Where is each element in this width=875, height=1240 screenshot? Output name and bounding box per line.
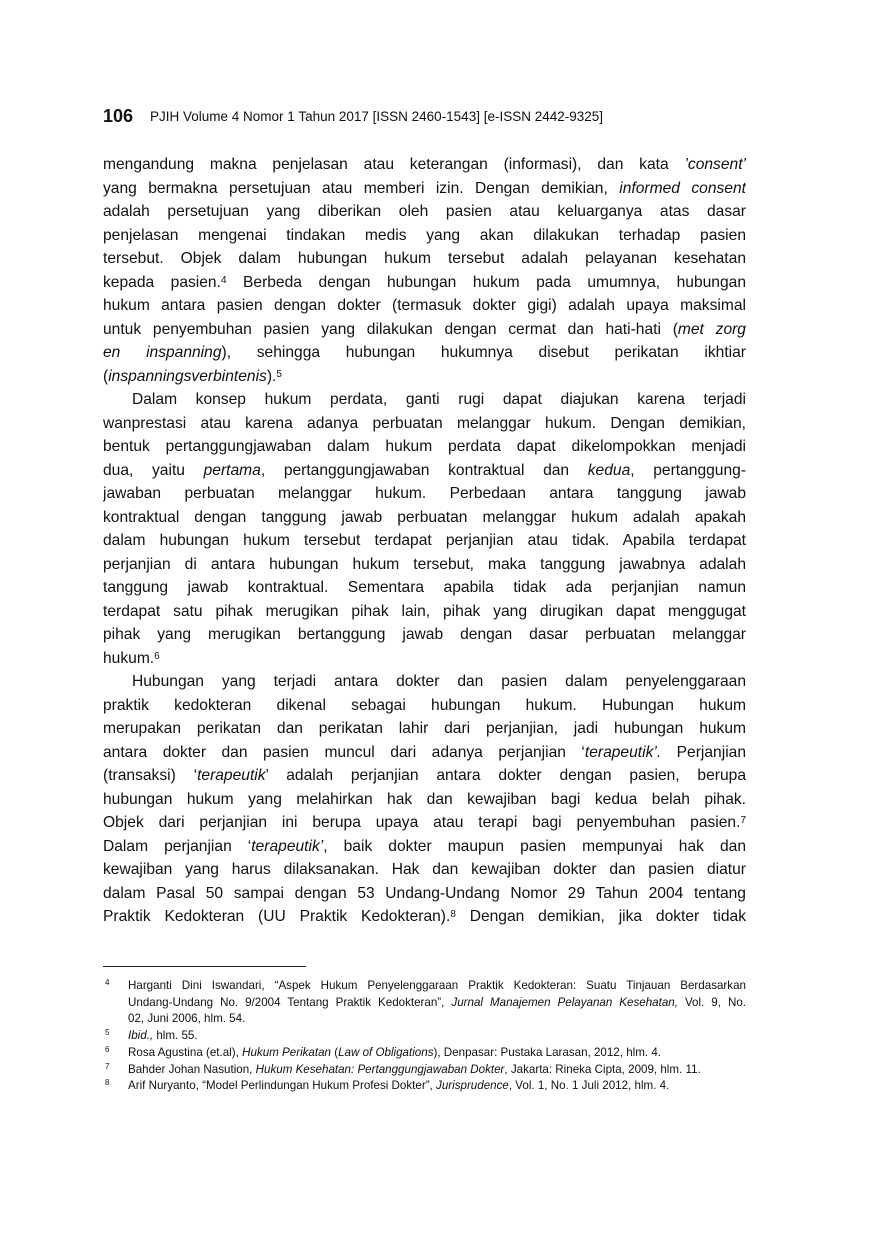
text-line: praktik kedokteran dikenal sebagai hubungan hukum. Hubungan hukum (103, 696, 746, 714)
text-line: tanggung jawab kontraktual. Sementara apabila tidak ada perjanjian namun (103, 579, 746, 596)
text-line: (transaksi) ‘terapeutik’ adalah perjanjian antara dokter dengan pasien, berupa (103, 767, 746, 784)
text-line: kepada pasien.$^4$ Berbeda dengan hubungan hukum pada umumnya, hubungan (103, 273, 746, 291)
page-number: 106 (103, 106, 134, 126)
footnotes (103, 978, 746, 1095)
page-header (103, 106, 753, 132)
text-line: hukum.$^6$ (103, 649, 160, 667)
footnote-line: Undang-Undang No. 9/2004 Tentang Praktik Kedokteran”, Jurnal Manajemen Pelayanan Kesehatan, Vol. 9, No. (128, 995, 746, 1009)
text-line: jawaban perbuatan melanggar hukum. Perbedaan antara tanggung jawab (103, 485, 746, 502)
text-line: untuk penyembuhan pasien yang dilakukan dengan cermat dan hati-hati (met zorg (103, 320, 746, 338)
text-line: kontraktual dengan tanggung jawab perbuatan melanggar hukum adalah apakah (103, 508, 746, 526)
footnote-ref-5: 5 (276, 368, 282, 380)
text-line: en inspanning), sehingga hubungan hukumnya disebut perikatan ikhtiar (103, 344, 746, 361)
text-line: Dalam konsep hukum perdata, ganti rugi dapat diajukan karena terjadi (132, 391, 746, 408)
text-line: hukum antara pasien dengan dokter (termasuk dokter gigi) adalah upaya maksimal (103, 297, 746, 314)
footnote-7 (103, 1062, 746, 1079)
footnote-5 (103, 1028, 746, 1045)
footnote-line: Rosa Agustina (et.al), Hukum Perikatan (Law of Obligations), Denpasar: Pustaka Larasan, 2012, hlm. 4. (128, 1045, 661, 1059)
footnote-number: 6 (105, 1044, 110, 1054)
footnote-ref-8: 8 (450, 909, 456, 920)
footnote-number: 8 (105, 1078, 110, 1088)
footnote-separator (103, 966, 306, 967)
footnote-ref-7: 7 (740, 815, 746, 826)
footnote-line: Arif Nuryanto, “Model Perlindungan Hukum Profesi Dokter”, Jurisprudence, Vol. 1, No. 1 Juli 2012, hlm. 4. (128, 1079, 670, 1093)
body-text (103, 153, 746, 929)
text-line: tersebut. Objek dalam hubungan hukum tersebut adalah pelayanan kesehatan (103, 250, 746, 267)
text-line: (inspanningsverbintenis).$^5$ (103, 367, 282, 385)
footnote-ref-4: 4 (220, 274, 227, 286)
text-line: pihak yang merugikan bertanggung jawab dengan dasar perbuatan melanggar (103, 626, 746, 643)
text-line: merupakan perikatan dan perikatan lahir dari perjanjian, jadi hubungan hukum (103, 720, 746, 737)
text-line: dalam hubungan hukum tersebut terdapat perjanjian atau tidak. Apabila terdapat (103, 532, 746, 549)
text-line: antara dokter dan pasien muncul dari adanya perjanjian ‘terapeutik’. Perjanjian (103, 743, 746, 761)
text-line: Dalam perjanjian ‘terapeutik’, baik dokter maupun pasien mempunyai hak dan (103, 837, 746, 855)
text-line: perjanjian di antara hubungan hukum tersebut, maka tanggung jawabnya adalah (103, 555, 746, 573)
text-line: yang bermakna persetujuan atau memberi izin. Dengan demikian, informed consent (103, 179, 746, 197)
text-line: penjelasan mengenai tindakan medis yang akan dilakukan terhadap pasien (103, 226, 746, 244)
text-line: kewajiban yang harus dilaksanakan. Hak dan kewajiban dokter dan pasien diatur (103, 861, 746, 878)
text-line: Praktik Kedokteran (UU Praktik Kedokteran).$^8$ Dengan demikian, jika dokter tidak (103, 908, 746, 925)
text-line: terdapat satu pihak merugikan pihak lain, pihak yang dirugikan dapat menggugat (103, 602, 746, 620)
text-line: Hubungan yang terjadi antara dokter dan pasien dalam penyelenggaraan (132, 673, 746, 690)
footnote-6 (103, 1045, 746, 1062)
footnote-line: Ibid., hlm. 55. (128, 1029, 198, 1043)
footnote-4 (103, 978, 746, 1028)
footnote-line: Harganti Dini Iswandari, “Aspek Hukum Penyelenggaraan Praktik Kedokteran: Suatu Tinjauan Berdasarkan (128, 979, 746, 992)
text-line: bentuk pertanggungjawaban dalam hukum perdata dapat dikelompokkan menjadi (103, 438, 746, 455)
footnote-number: 7 (105, 1061, 110, 1071)
text-line: adalah persetujuan yang diberikan oleh pasien atau keluarganya atas dasar (103, 203, 746, 220)
running-head: PJIH Volume 4 Nomor 1 Tahun 2017 [ISSN 2460-1543] [e-ISSN 2442-9325] (150, 109, 604, 124)
text-line: dua, yaitu pertama, pertanggungjawaban kontraktual dan kedua, pertanggung- (103, 461, 746, 479)
footnote-line: Bahder Johan Nasution, Hukum Kesehatan: Pertanggungjawaban Dokter, Jakarta: Rineka Cipta, 2009, hlm. 11. (128, 1062, 701, 1076)
footnote-8 (103, 1078, 746, 1095)
footnote-line: 02, Juni 2006, hlm. 54. (128, 1012, 246, 1026)
text-line: Objek dari perjanjian ini berupa upaya atau terapi bagi penyembuhan pasien.$^7$ (103, 814, 746, 831)
text-line: hubungan hukum yang melahirkan hak dan kewajiban bagi kedua belah pihak. (103, 790, 746, 808)
footnote-ref-6: 6 (154, 650, 160, 662)
footnote-number: 4 (105, 978, 110, 987)
text-line: mengandung makna penjelasan atau keterangan (informasi), dan kata ’consent’ (103, 156, 746, 173)
footnote-number: 5 (105, 1028, 110, 1038)
text-line: dalam Pasal 50 sampai dengan 53 Undang-Undang Nomor 29 Tahun 2004 tentang (103, 884, 746, 902)
text-line: wanprestasi atau karena adanya perbuatan melanggar hukum. Dengan demikian, (103, 414, 746, 432)
